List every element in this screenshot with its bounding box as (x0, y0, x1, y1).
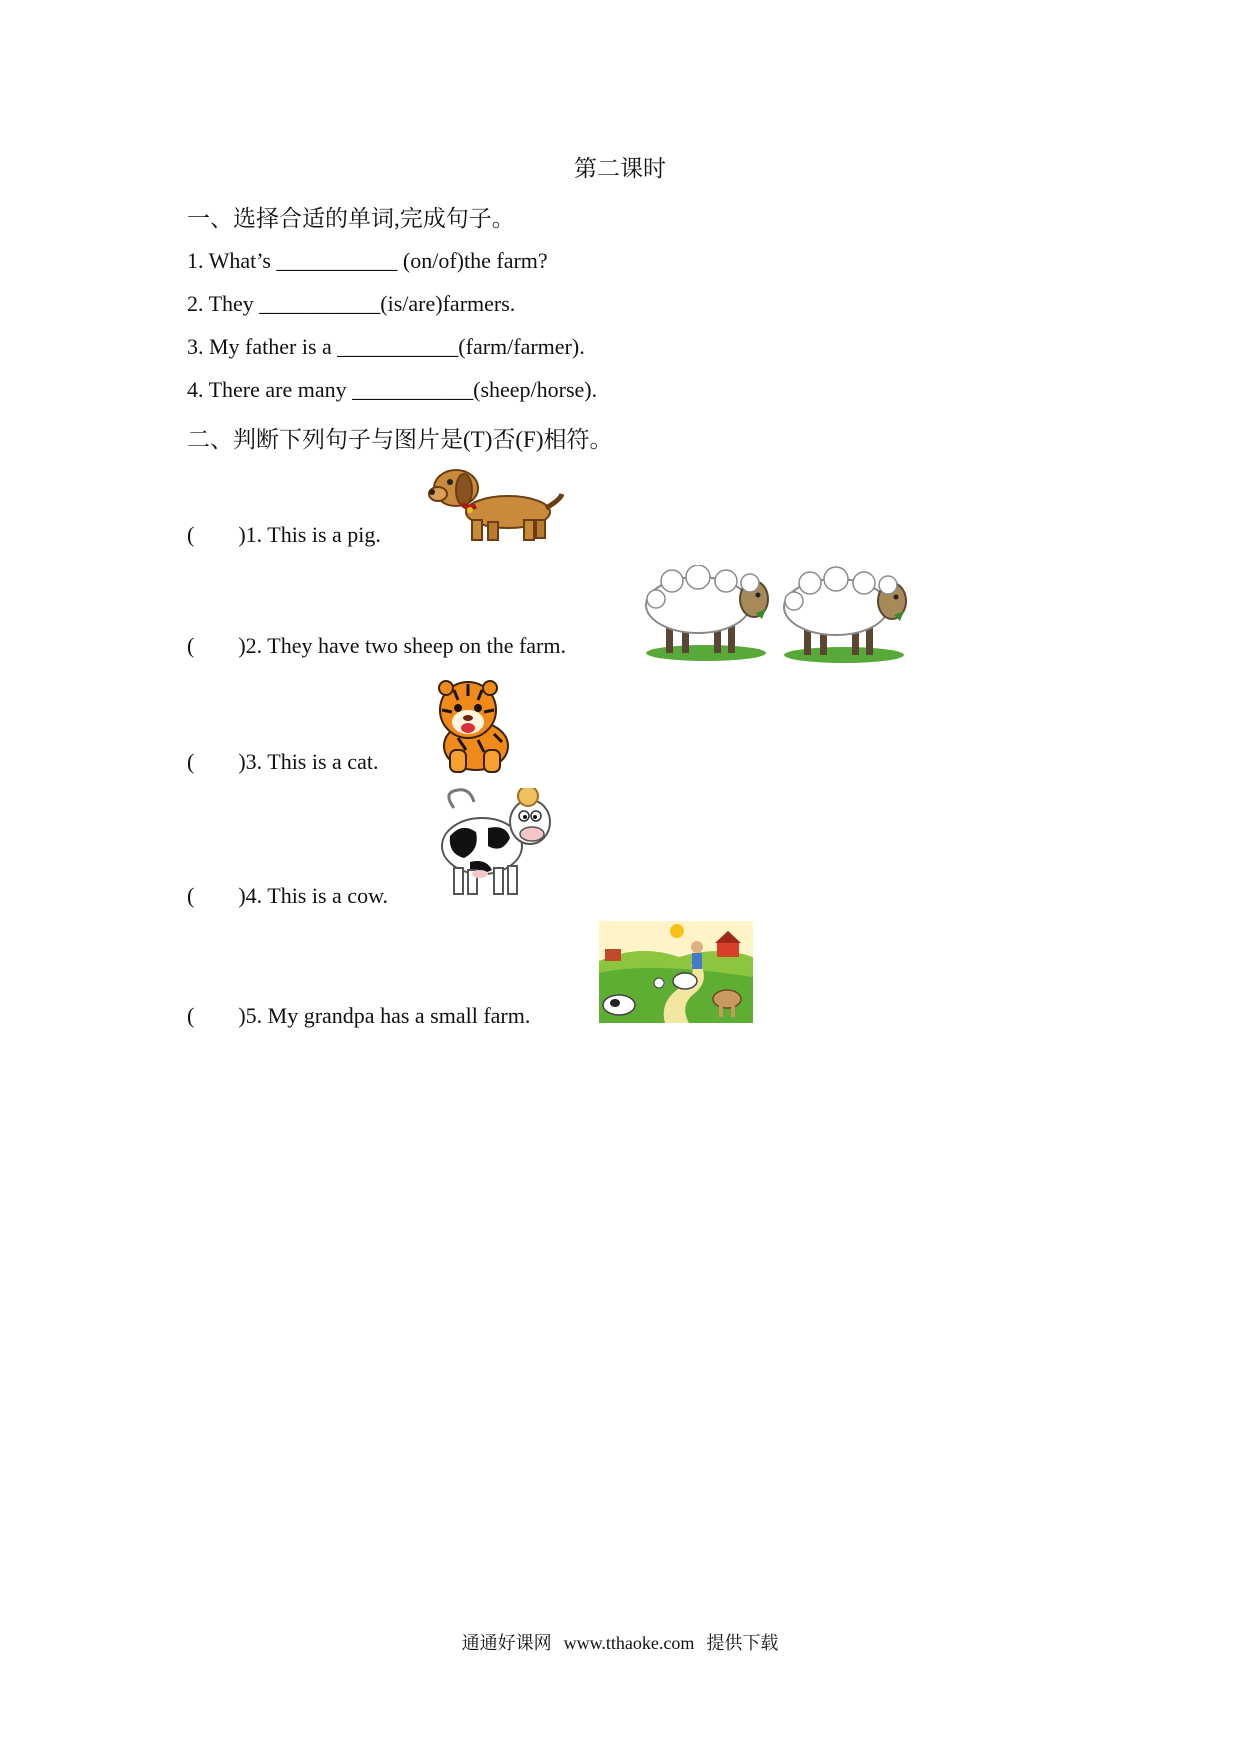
fill-blank-item-2: 2. They ___________(is/are)farmers. (187, 291, 516, 316)
judge-item-3: ( )3. This is a cat. (187, 749, 379, 774)
fill-blank-item-4: 4. There are many ___________(sheep/horse). (187, 377, 598, 402)
page-title: 第二课时 (574, 156, 666, 181)
footer-site-name: 通通好课网 (461, 1633, 552, 1653)
footer-note: 提供下载 (706, 1633, 779, 1653)
judge-item-2: ( )2. They have two sheep on the farm. (187, 633, 566, 658)
judge-item-4: ( )4. This is a cow. (187, 883, 389, 908)
footer-url[interactable]: www.tthaoke.com (563, 1633, 695, 1653)
two-sheep-illustration (642, 565, 910, 665)
fill-blank-item-3: 3. My father is a ___________(farm/farmer). (187, 334, 585, 359)
judge-item-1: ( )1. This is a pig. (187, 522, 381, 547)
footer (0, 1629, 1240, 1655)
tiger-illustration (428, 680, 518, 776)
fill-blank-item-1: 1. What’s ___________ (on/of)the farm? (187, 248, 548, 273)
section-1-heading: 一、选择合适的单词,完成句子。 (187, 206, 515, 231)
farm-scene-illustration (599, 921, 753, 1023)
section-2-heading: 二、判断下列句子与图片是(T)否(F)相符。 (187, 427, 613, 452)
dog-illustration (428, 464, 564, 546)
cow-illustration (440, 788, 556, 900)
judge-item-5: ( )5. My grandpa has a small farm. (187, 1003, 531, 1028)
